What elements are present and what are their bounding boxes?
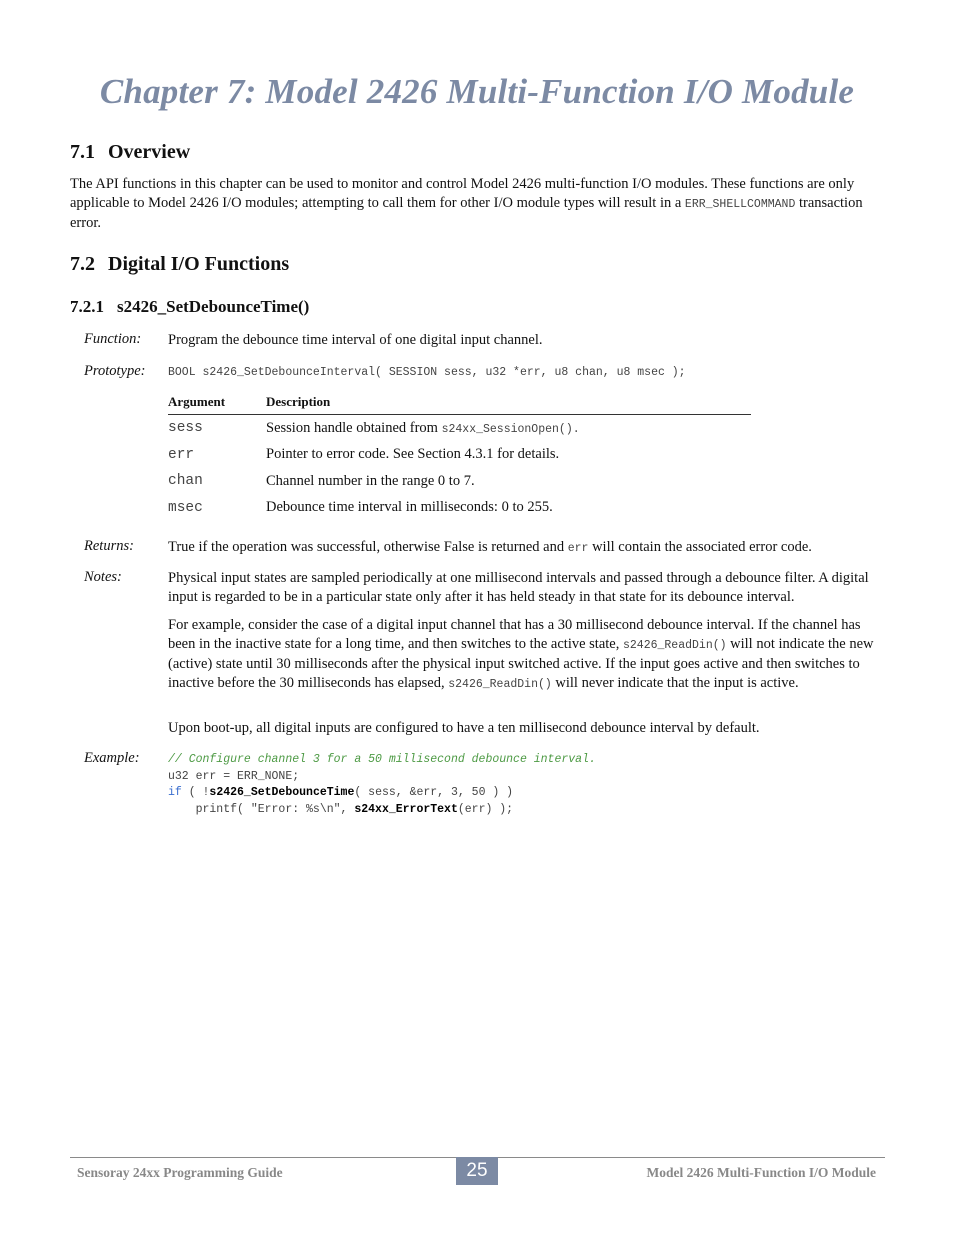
returns-label: Returns: bbox=[84, 538, 134, 554]
description-column-header: Description bbox=[266, 391, 751, 415]
prototype-label: Prototype: bbox=[84, 363, 146, 379]
prototype-code: BOOL s2426_SetDebounceInterval( SESSION sess, u32 *err, u8 chan, u8 msec ); bbox=[168, 366, 686, 379]
code-comment: // Configure channel 3 for a 50 millisecond debounce interval. bbox=[168, 753, 596, 766]
example-label: Example: bbox=[84, 750, 140, 766]
argument-name: sess bbox=[168, 420, 203, 437]
code-function-name: s24xx_ErrorText bbox=[354, 802, 458, 816]
table-header-row bbox=[168, 391, 751, 415]
argument-description: Channel number in the range 0 to 7. bbox=[266, 472, 475, 489]
argument-name: msec bbox=[168, 499, 203, 516]
argument-description: Debounce time interval in milliseconds: 0 to 255. bbox=[266, 499, 553, 516]
notes-paragraph-3: Upon boot-up, all digital inputs are configured to have a ten millisecond debounce interval by default. bbox=[168, 720, 760, 736]
subsection-title: s2426_SetDebounceTime() bbox=[117, 297, 310, 316]
notes-label: Notes: bbox=[84, 569, 122, 585]
footer-guide-title: Sensoray 24xx Programming Guide bbox=[77, 1165, 283, 1180]
page-number: 25 bbox=[456, 1157, 498, 1185]
function-heading bbox=[70, 297, 309, 317]
code-keyword: if bbox=[168, 786, 182, 799]
overview-heading bbox=[70, 141, 190, 164]
function-label: Function: bbox=[84, 331, 142, 347]
subsection-number: 7.2.1 bbox=[70, 297, 104, 316]
argument-column-header: Argument bbox=[168, 391, 266, 415]
error-code: ERR_SHELLCOMMAND bbox=[684, 198, 796, 211]
inline-code: s24xx_SessionOpen(). bbox=[441, 422, 580, 436]
notes-paragraph-2: For example, consider the case of a digital input channel that has a 30 millisecond debounce interval. If the channel has been in the inactive state for a long time, and then switches to the active state, s2426_ReadDin() will not indicate the new (active) state until 30 milliseconds after the physical input switched active. If the input goes active and then switches to inactive before the 30 milliseconds has elapsed, s2426_ReadDin() will never indicate that the input is active. bbox=[168, 617, 874, 691]
code-function-name: s2426_SetDebounceTime bbox=[209, 786, 355, 799]
table-row bbox=[168, 495, 751, 522]
overview-paragraph bbox=[70, 175, 890, 233]
arguments-table bbox=[168, 391, 751, 521]
inline-code: err bbox=[567, 542, 589, 555]
digital-io-heading bbox=[70, 253, 289, 276]
overview-text-end: transaction error. bbox=[70, 195, 863, 231]
table-row bbox=[168, 442, 751, 469]
argument-description: Pointer to error code. See Section 4.3.1 for details. bbox=[266, 446, 560, 463]
function-description: Program the debounce time interval of one digital input channel. bbox=[168, 332, 543, 348]
section-title: Overview bbox=[108, 141, 191, 163]
argument-description: Session handle obtained from s24xx_SessionOpen(). bbox=[266, 419, 580, 436]
overview-text: The API functions in this chapter can be used to monitor and control Model 2426 multi-function I/O modules. These functions are only applicable to Model 2426 I/O modules; attempting to call them for other I/O module types will result in a bbox=[70, 176, 855, 211]
section-number: 7.1 bbox=[70, 141, 95, 163]
chapter-title: Chapter 7: Model 2426 Multi-Function I/O Module bbox=[99, 72, 855, 111]
argument-name: err bbox=[168, 446, 195, 463]
notes-paragraph-1: Physical input states are sampled periodically at one millisecond intervals and passed through a debounce filter. A digital input is regarded to be in a particular state only after it has held steady in that state for its debounce interval. bbox=[168, 570, 869, 605]
returns-text: True if the operation was successful, otherwise False is returned and err will contain the associated error code. bbox=[168, 539, 812, 555]
inline-code: s2426_ReadDin() bbox=[448, 678, 552, 691]
table-row bbox=[168, 468, 751, 495]
footer-chapter-title: Model 2426 Multi-Function I/O Module bbox=[646, 1165, 876, 1180]
inline-code: s2426_ReadDin() bbox=[623, 639, 727, 652]
example-code: // Configure channel 3 for a 50 millisecond debounce interval. u32 err = ERR_NONE; if ( !s2426_SetDebounceTime( sess, &err, 3, 50 ) ) printf( "Error: %s\n", s24xx_ErrorText(err) ); bbox=[168, 753, 596, 816]
section-number: 7.2 bbox=[70, 253, 95, 275]
code-line: u32 err = ERR_NONE; bbox=[168, 769, 300, 783]
argument-name: chan bbox=[168, 473, 203, 490]
section-title: Digital I/O Functions bbox=[108, 253, 290, 275]
table-row bbox=[168, 415, 751, 442]
